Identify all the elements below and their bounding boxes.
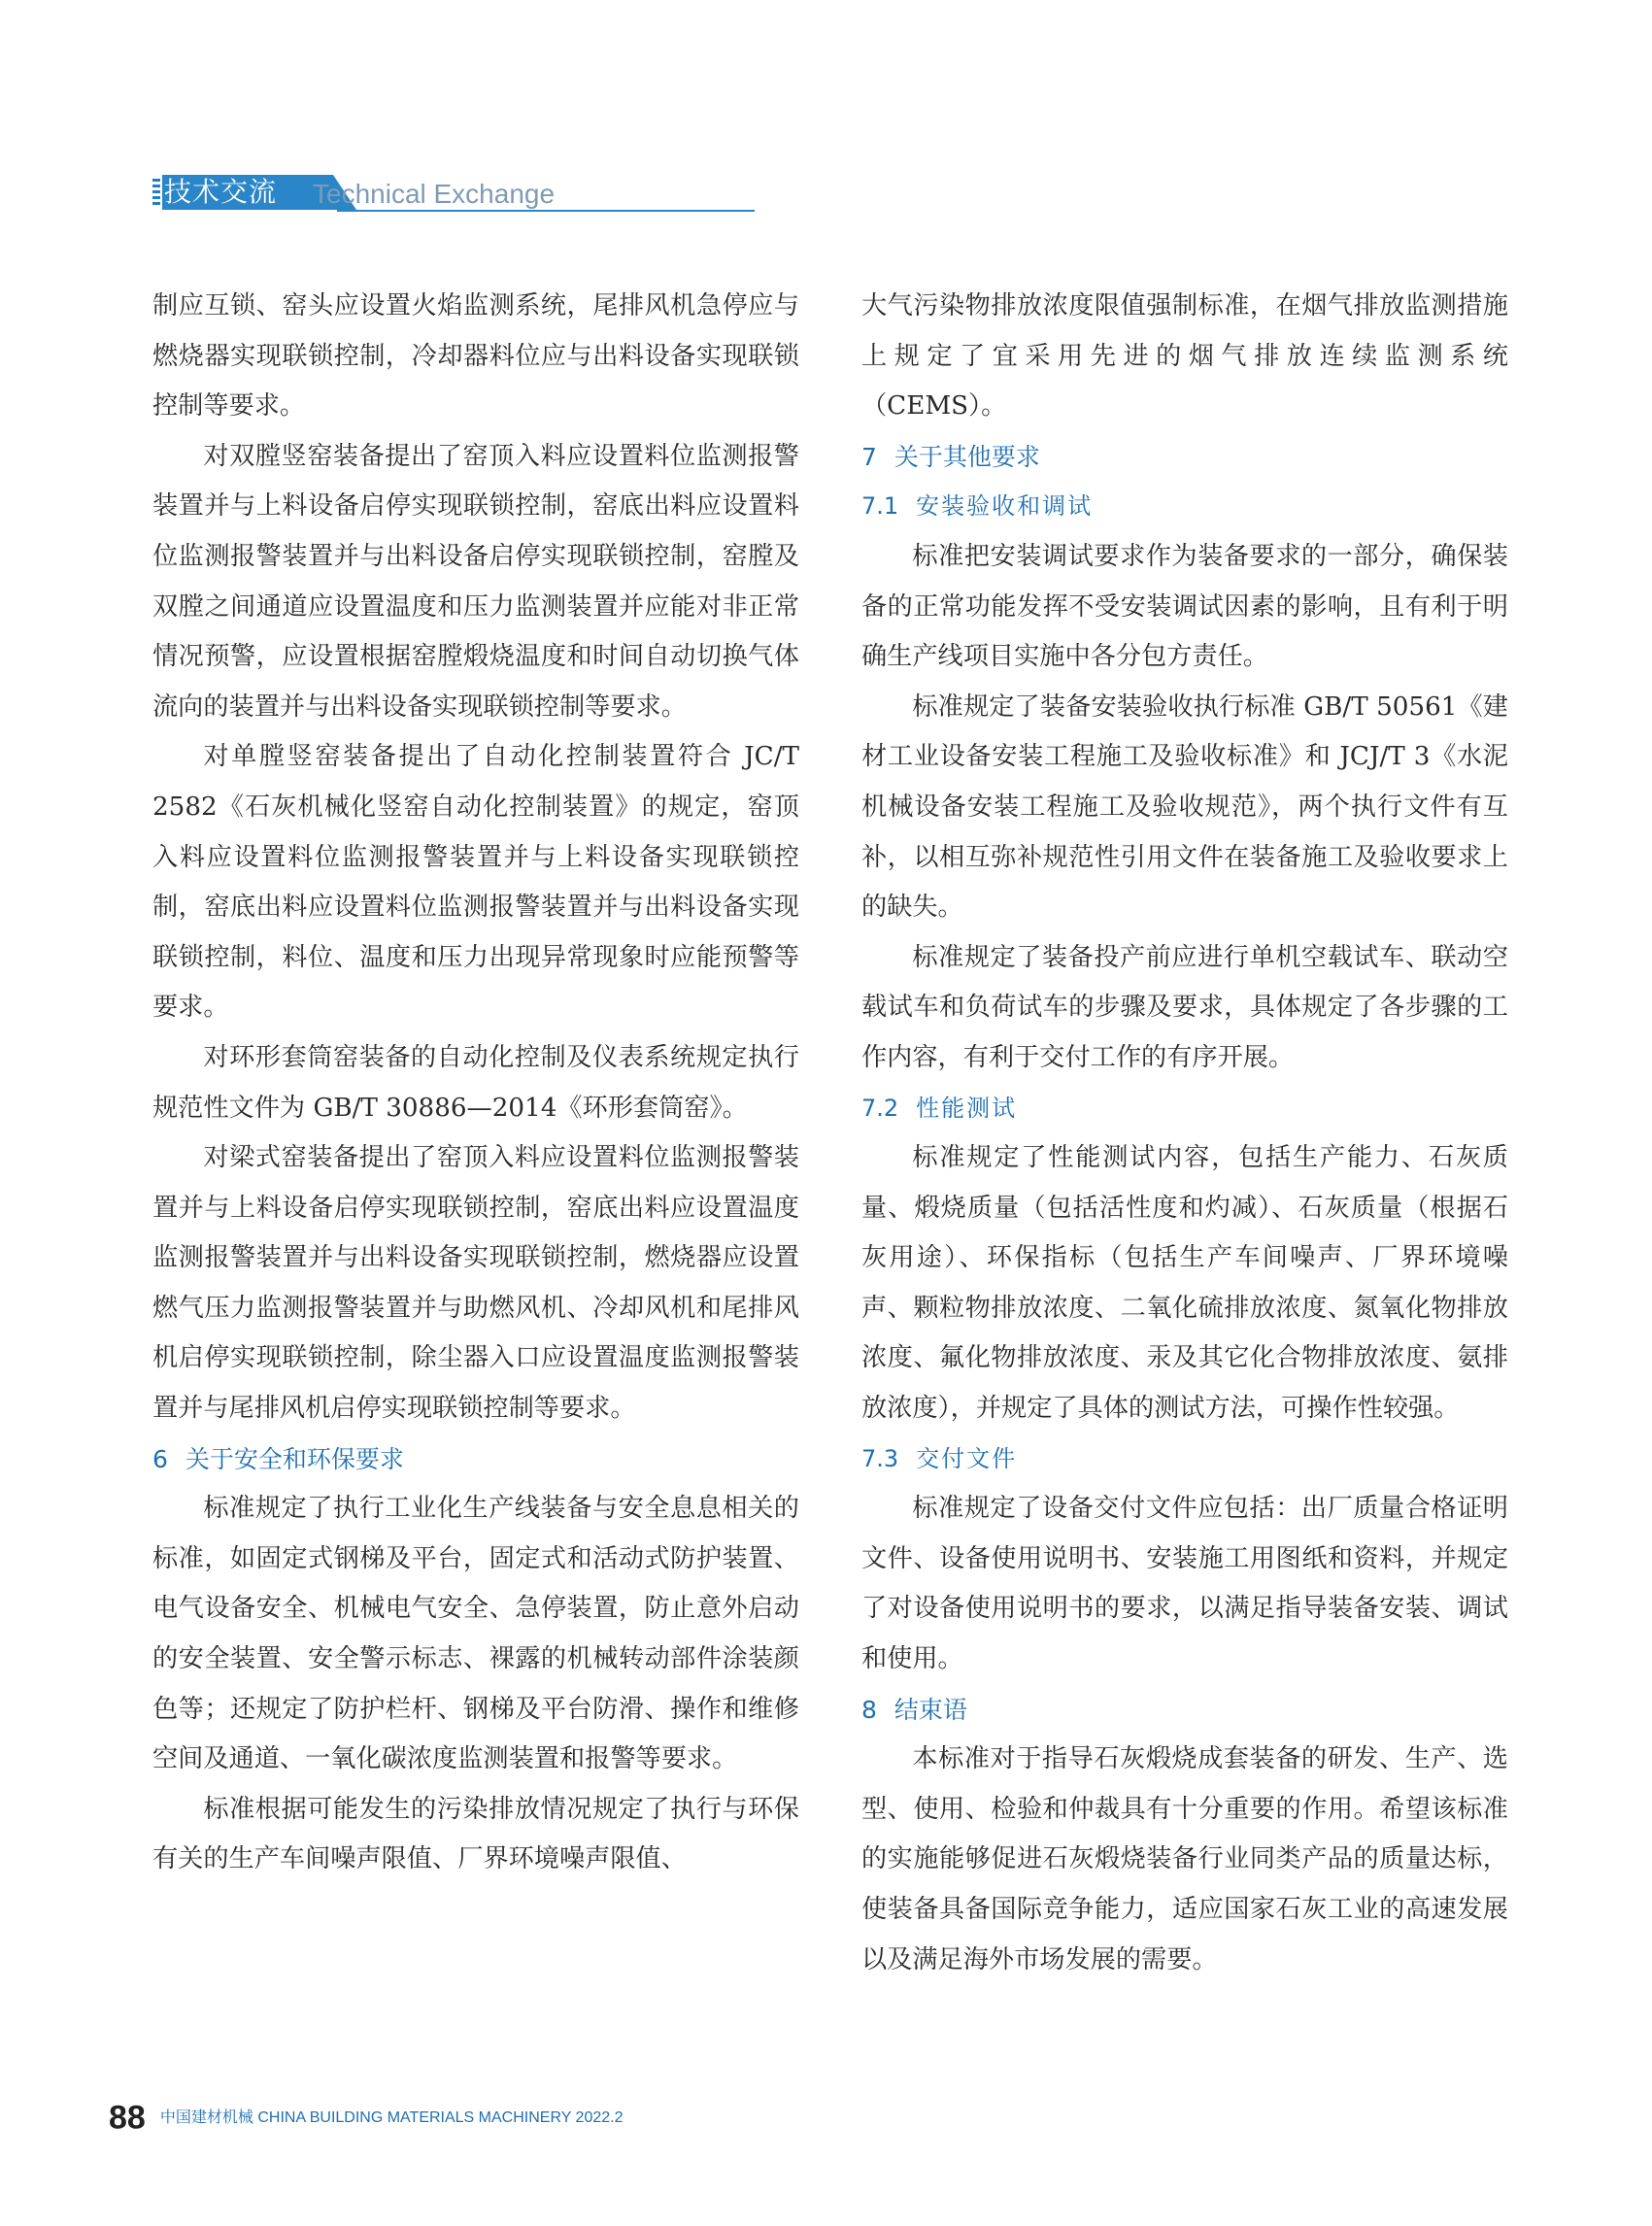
subsection-number: 7.3 (861, 1444, 899, 1472)
section-number: 8 (861, 1695, 877, 1724)
section-heading-6 (152, 1434, 799, 1485)
section-heading-8 (861, 1685, 1508, 1736)
paragraph: 大气污染物排放浓度限值强制标准，在烟气排放监测措施上规定了宜采用先进的烟气排放连续监测系统（CEMS）。 (861, 291, 1508, 422)
section-header (152, 171, 599, 214)
paragraph: 标准规定了执行工业化生产线装备与安全息息相关的标准，如固定式钢梯及平台，固定式和活动式防护装置、电气设备安全、机械电气安全、急停装置，防止意外启动的安全装置、安全警示标志、裸露的机械转动部件涂装颜色等；还规定了防护栏杆、钢梯及平台防滑、操作和维修空间及通道、一氧化碳浓度监测装置和报警等要求。 (152, 1494, 799, 1774)
subsection-number: 7.2 (861, 1094, 899, 1122)
subsection-heading-7-2 (861, 1084, 1508, 1134)
subsection-title: 安装验收和调试 (916, 492, 1094, 521)
subsection-heading-7-1 (861, 482, 1508, 532)
paragraph: 标准根据可能发生的污染排放情况规定了执行与环保有关的生产车间噪声限值、厂界环境噪声限值、 (152, 1794, 799, 1874)
paragraph: 标准把安装调试要求作为装备要求的一部分，确保装备的正常功能发挥不受安装调试因素的影响，且有利于明确生产线项目实施中各分包方责任。 (861, 541, 1508, 672)
header-stripes-icon (152, 179, 160, 206)
paragraph: 制应互锁、窑头应设置火焰监测系统，尾排风机急停应与燃烧器实现联锁控制，冷却器料位应与出料设备实现联锁控制等要求。 (152, 291, 799, 422)
paragraph: 本标准对于指导石灰煅烧成套装备的研发、生产、选型、使用、检验和仲裁具有十分重要的作用。希望该标准的实施能够促进石灰煅烧装备行业同类产品的质量达标，使装备具备国际竞争能力，适应国家石灰工业的高速发展以及满足海外市场发展的需要。 (861, 1744, 1508, 1974)
paragraph: 对双膛竖窑装备提出了窑顶入料应设置料位监测报警装置并与上料设备启停实现联锁控制，窑底出料应设置料位监测报警装置并与出料设备启停实现联锁控制，窑膛及双膛之间通道应设置温度和压力监测装置并应能对非正常情况预警，应设置根据窑膛煅烧温度和时间自动切换气体流向的装置并与出料设备实现联锁控制等要求。 (152, 441, 799, 722)
paragraph: 标准规定了性能测试内容，包括生产能力、石灰质量、煅烧质量（包括活性度和灼减）、石灰质量（根据石灰用途）、环保指标（包括生产车间噪声、厂界环境噪声、颗粒物排放浓度、二氧化硫排放浓度、氮氧化物排放浓度、氟化物排放浓度、汞及其它化合物排放浓度、氨排放浓度），并规定了具体的测试方法，可操作性较强。 (861, 1143, 1508, 1424)
section-title-en: Technical Exchange (313, 179, 556, 209)
subsection-heading-7-3 (861, 1434, 1508, 1485)
left-column (152, 282, 799, 1885)
paragraph: 标准规定了装备投产前应进行单机空载试车、联动空载试车和负荷试车的步骤及要求，具体规定了各步骤的工作内容，有利于交付工作的有序开展。 (861, 942, 1508, 1072)
paragraph: 标准规定了装备安装验收执行标准 GB/T 50561《建材工业设备安装工程施工及验收标准》和 JCJ/T 3《水泥机械设备安装工程施工及验收规范》，两个执行文件有互补，以相互弥补规范性引用文件在装备施工及验收要求上的缺失。 (861, 691, 1508, 923)
section-title-cn: 技术交流 (164, 176, 278, 208)
subsection-title: 性能测试 (916, 1094, 1018, 1122)
right-column (861, 282, 1508, 1985)
section-number: 6 (152, 1444, 168, 1473)
section-number: 7 (861, 442, 877, 471)
section-title: 关于安全和环保要求 (185, 1444, 404, 1473)
subsection-number: 7.1 (861, 492, 899, 521)
paragraph: 对梁式窑装备提出了窑顶入料应设置料位监测报警装置并与上料设备启停实现联锁控制，窑底出料应设置温度监测报警装置并与出料设备实现联锁控制，燃烧器应设置燃气压力监测报警装置并与助燃风机、冷却风机和尾排风机启停实现联锁控制，除尘器入口应设置温度监测报警装置并与尾排风机启停实现联锁控制等要求。 (152, 1143, 799, 1424)
section-heading-7 (861, 432, 1508, 483)
page-number: 88 (109, 2099, 146, 2137)
header-underline (337, 210, 755, 212)
page-footer (109, 2098, 624, 2137)
section-title: 关于其他要求 (893, 442, 1040, 471)
paragraph: 标准规定了设备交付文件应包括：出厂质量合格证明文件、设备使用说明书、安装施工用图纸和资料，并规定了对设备使用说明书的要求，以满足指导装备安装、调试和使用。 (861, 1494, 1508, 1674)
section-title: 结束语 (893, 1695, 967, 1724)
journal-name: 中国建材机械 CHINA BUILDING MATERIALS MACHINERY 2022.2 (159, 2108, 624, 2126)
subsection-title: 交付文件 (916, 1444, 1018, 1472)
paragraph: 对单膛竖窑装备提出了自动化控制装置符合 JC/T 2582《石灰机械化竖窑自动化控制装置》的规定，窑顶入料应设置料位监测报警装置并与上料设备实现联锁控制，窑底出料应设置料位监测报警装置并与出料设备实现联锁控制，料位、温度和压力出现异常现象时应能预警等要求。 (152, 742, 799, 1023)
paragraph: 对环形套筒窑装备的自动化控制及仪表系统规定执行规范性文件为 GB/T 30886—2014《环形套筒窑》。 (152, 1042, 799, 1123)
